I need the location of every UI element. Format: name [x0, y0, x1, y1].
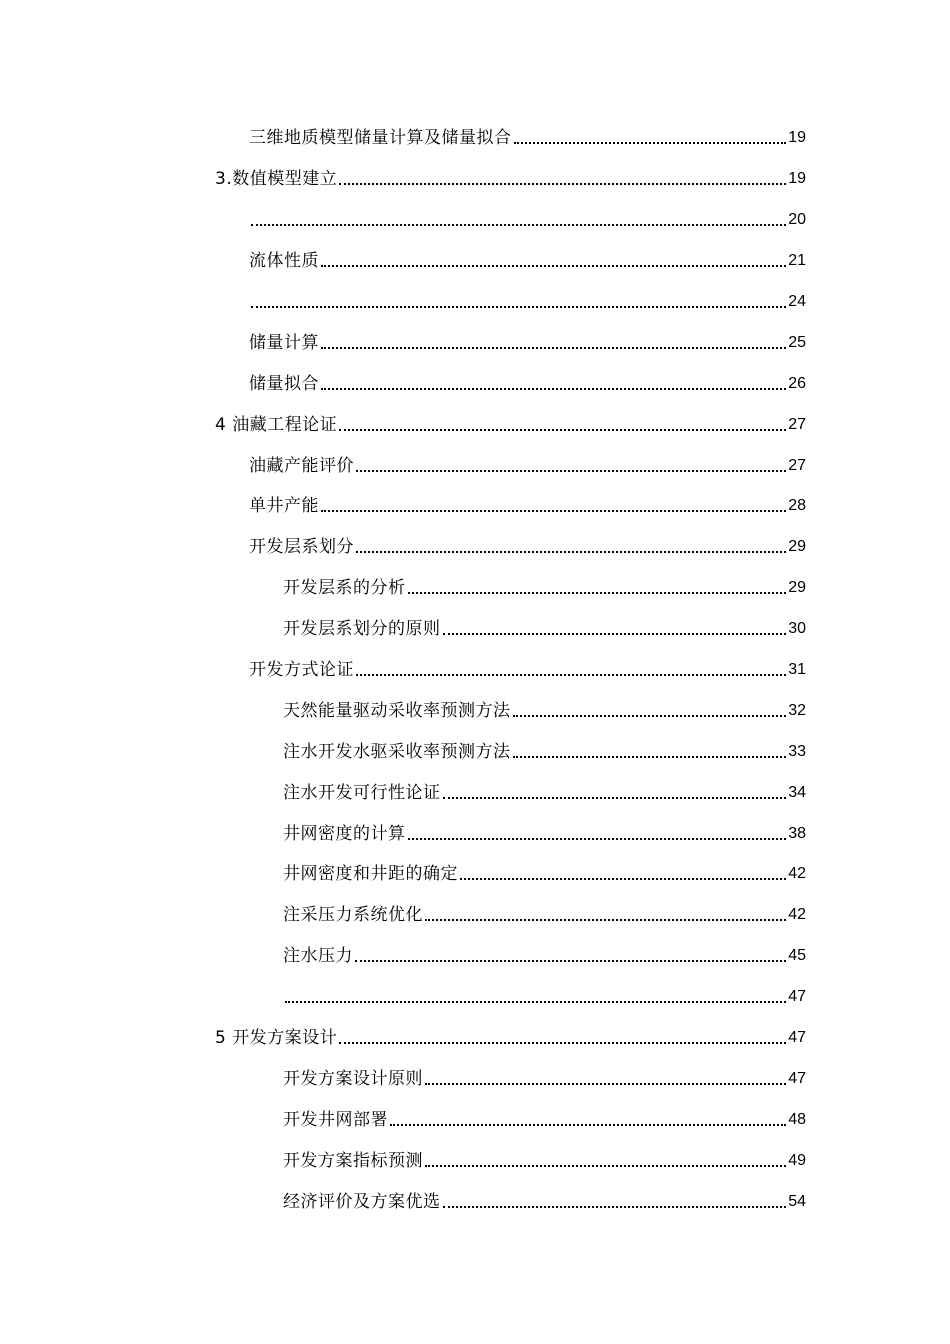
toc-page-number: 47: [788, 1069, 806, 1087]
dot-leader: [356, 551, 786, 553]
toc-page-number: 29: [788, 579, 806, 597]
dot-leader: [408, 838, 787, 840]
toc-page-number: 47: [788, 988, 806, 1006]
toc-entry-line: [283, 987, 806, 1007]
dot-leader: [251, 224, 786, 226]
toc-entry-title: 注水压力: [283, 946, 353, 967]
toc-entry-line: [283, 1151, 806, 1171]
toc-entry[interactable]: [249, 118, 950, 159]
toc-entry-line: [249, 537, 806, 557]
toc-entry[interactable]: [283, 731, 950, 772]
toc-entry-title: 储量计算: [249, 332, 319, 353]
toc-entry-line: [249, 128, 806, 148]
toc-entry[interactable]: [249, 363, 950, 404]
toc-entry[interactable]: [283, 1140, 950, 1181]
toc-entry[interactable]: [283, 690, 950, 731]
toc-entry[interactable]: [249, 527, 950, 568]
toc-entry[interactable]: [249, 200, 950, 241]
toc-entry-line: [283, 701, 806, 721]
toc-page-number: 25: [788, 333, 806, 351]
toc-entry-title: 经济评价及方案优选: [283, 1191, 441, 1212]
dot-leader: [513, 715, 787, 717]
toc-page-number: 27: [788, 456, 806, 474]
toc-entry-line: [283, 578, 806, 598]
toc-page-number: 31: [788, 661, 806, 679]
toc-entry-line: [283, 1192, 806, 1212]
dot-leader: [321, 388, 786, 390]
dot-leader: [339, 1042, 786, 1044]
toc-page-number: 38: [788, 824, 806, 842]
toc-entry-title: 井网密度的计算: [283, 823, 406, 844]
toc-entry-title: 井网密度和井距的确定: [283, 864, 458, 885]
toc-page-number: 34: [788, 783, 806, 801]
toc-entry-line: [249, 496, 806, 516]
toc-entry[interactable]: [215, 1018, 950, 1059]
toc-entry-title: 3.数值模型建立: [215, 169, 338, 190]
dot-leader: [513, 756, 787, 758]
toc-entry-line: [249, 251, 806, 271]
toc-entry-line: [283, 783, 806, 803]
toc-entry-line: [215, 169, 806, 189]
dot-leader: [390, 1124, 786, 1126]
toc-page-number: 28: [788, 497, 806, 515]
toc-entry-line: [249, 660, 806, 680]
toc-entry[interactable]: [249, 282, 950, 323]
dot-leader: [251, 306, 786, 308]
toc-entry-line: [283, 946, 806, 966]
toc-page-number: 21: [788, 252, 806, 270]
dot-leader: [443, 633, 787, 635]
toc-entry[interactable]: [249, 445, 950, 486]
toc-entry-line: [283, 905, 806, 925]
toc-page-number: 20: [788, 211, 806, 229]
toc-entry[interactable]: [283, 1181, 950, 1222]
toc-entry[interactable]: [283, 895, 950, 936]
toc-page-number: 47: [788, 1029, 806, 1047]
dot-leader: [321, 510, 786, 512]
toc-entry-line: [215, 1028, 806, 1048]
toc-entry[interactable]: [215, 404, 950, 445]
toc-entry-line: [283, 1069, 806, 1089]
toc-entry[interactable]: [249, 322, 950, 363]
toc-entry-title: 开发层系的分析: [283, 578, 406, 599]
toc-entry-title: 油藏产能评价: [249, 455, 354, 476]
toc-entry[interactable]: [283, 609, 950, 650]
toc-page-number: 42: [788, 865, 806, 883]
dot-leader: [321, 265, 786, 267]
toc-entry-title: 开发方案设计原则: [283, 1068, 423, 1089]
toc-entry-line: [215, 415, 806, 435]
toc-entry-title: 开发层系划分: [249, 537, 354, 558]
dot-leader: [425, 1165, 786, 1167]
toc-page-number: 27: [788, 415, 806, 433]
dot-leader: [339, 183, 786, 185]
dot-leader: [356, 470, 786, 472]
toc-page-number: 19: [788, 129, 806, 147]
toc-entry-line: [249, 374, 806, 394]
dot-leader: [355, 960, 786, 962]
toc-entry-line: [283, 619, 806, 639]
toc-page-number: 48: [788, 1110, 806, 1128]
toc-page-number: 42: [788, 906, 806, 924]
toc-entry-line: [283, 742, 806, 762]
toc-entry[interactable]: [283, 936, 950, 977]
toc-entry-title: 储量拟合: [249, 373, 319, 394]
toc-entry[interactable]: [215, 159, 950, 200]
toc-entry-title: 5 开发方案设计: [215, 1028, 338, 1049]
toc-entry-line: [283, 1110, 806, 1130]
toc-entry-title: 注水开发水驱采收率预测方法: [283, 741, 511, 762]
toc-entry[interactable]: [283, 1058, 950, 1099]
dot-leader: [425, 919, 786, 921]
dot-leader: [443, 1206, 787, 1208]
toc-entry[interactable]: [283, 977, 950, 1018]
dot-leader: [408, 592, 787, 594]
toc-entry-title: 开发方案指标预测: [283, 1150, 423, 1171]
toc-entry-line: [249, 292, 806, 312]
toc-entry-title: 单井产能: [249, 496, 319, 517]
dot-leader: [460, 878, 786, 880]
dot-leader: [285, 1001, 786, 1003]
table-of-contents: [0, 118, 950, 1222]
toc-page-number: 54: [788, 1192, 806, 1210]
toc-entry[interactable]: [283, 1099, 950, 1140]
toc-entry-title: 开发井网部署: [283, 1109, 388, 1130]
dot-leader: [425, 1083, 786, 1085]
toc-entry[interactable]: [283, 772, 950, 813]
dot-leader: [339, 429, 786, 431]
toc-entry-line: [249, 333, 806, 353]
toc-page-number: 19: [788, 170, 806, 188]
toc-entry-title: 开发层系划分的原则: [283, 619, 441, 640]
dot-leader: [514, 142, 787, 144]
toc-entry[interactable]: [283, 813, 950, 854]
toc-page-number: 33: [788, 742, 806, 760]
toc-entry-title: 注水开发可行性论证: [283, 782, 441, 803]
toc-entry-title: 天然能量驱动采收率预测方法: [283, 700, 511, 721]
toc-entry[interactable]: [283, 854, 950, 895]
toc-page-number: 32: [788, 701, 806, 719]
toc-entry-title: 4 油藏工程论证: [215, 414, 338, 435]
toc-entry-line: [249, 456, 806, 476]
toc-entry-title: 注采压力系统优化: [283, 905, 423, 926]
toc-page-number: 24: [788, 293, 806, 310]
dot-leader: [321, 347, 786, 349]
toc-entry[interactable]: [249, 241, 950, 282]
toc-page-number: 49: [788, 1151, 806, 1169]
toc-entry-title: 开发方式论证: [249, 660, 354, 681]
dot-leader: [443, 797, 787, 799]
toc-entry-line: [283, 864, 806, 884]
toc-page-number: 29: [788, 538, 806, 556]
toc-entry[interactable]: [249, 486, 950, 527]
dot-leader: [356, 674, 786, 676]
toc-entry-line: [283, 824, 806, 844]
toc-entry[interactable]: [283, 568, 950, 609]
toc-entry-title: 流体性质: [249, 251, 319, 272]
toc-entry[interactable]: [249, 650, 950, 691]
toc-page-number: 45: [788, 947, 806, 965]
toc-page-number: 30: [788, 620, 806, 638]
toc-entry-title: 三维地质模型储量计算及储量拟合: [249, 128, 512, 149]
toc-page-number: 26: [788, 374, 806, 392]
toc-entry-line: [249, 210, 806, 230]
